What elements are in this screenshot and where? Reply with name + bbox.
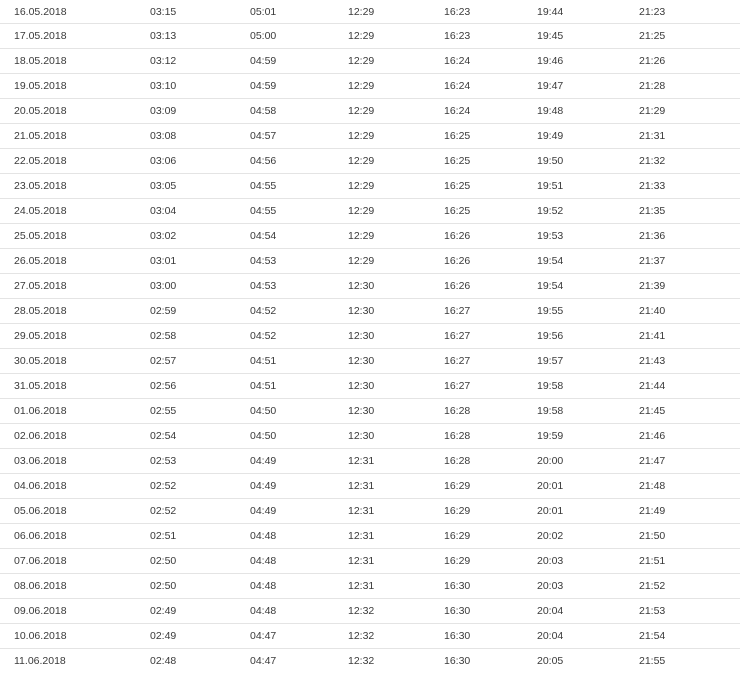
time-cell-4: 16:26 xyxy=(444,249,537,274)
date-cell: 19.05.2018 xyxy=(0,74,150,99)
time-cell-6: 21:29 xyxy=(639,99,740,124)
time-cell-2: 04:47 xyxy=(250,655,277,667)
table-row xyxy=(0,649,740,674)
time-cell-6: 21:52 xyxy=(639,574,740,599)
time-cell-1: 02:54 xyxy=(150,424,250,449)
time-cell-6: 21:44 xyxy=(639,374,740,399)
time-cell-3: 12:30 xyxy=(348,424,444,449)
time-cell-5: 20:03 xyxy=(537,549,639,574)
table-row xyxy=(0,174,740,199)
time-cell-6: 21:31 xyxy=(639,124,740,149)
time-cell-4: 16:25 xyxy=(444,124,537,149)
table-row xyxy=(0,474,740,499)
time-cell-1: 03:04 xyxy=(150,199,250,224)
table-row xyxy=(0,149,740,174)
time-cell-3: 12:30 xyxy=(348,399,444,424)
time-cell-2: 04:55 xyxy=(250,174,348,199)
time-cell-2: 04:55 xyxy=(250,199,348,224)
table-row xyxy=(0,274,740,299)
time-cell-3: 12:31 xyxy=(348,549,444,574)
time-cell-1: 03:00 xyxy=(150,274,250,299)
time-cell-1: 03:05 xyxy=(150,174,250,199)
time-cell-3: 12:29 xyxy=(348,99,444,124)
time-cell-1: 03:09 xyxy=(150,99,250,124)
time-cell-4: 16:25 xyxy=(444,149,537,174)
time-cell-3: 12:30 xyxy=(348,324,444,349)
time-cell-2: 04:50 xyxy=(250,424,348,449)
time-cell-2: 04:49 xyxy=(250,449,348,474)
time-cell-4: 16:25 xyxy=(444,199,537,224)
time-cell-2: 04:48 xyxy=(250,574,348,599)
time-cell-5: 19:55 xyxy=(537,299,639,324)
time-cell-1: 02:57 xyxy=(150,349,250,374)
time-cell-1: 02:51 xyxy=(150,524,250,549)
time-cell-2: 04:53 xyxy=(250,274,348,299)
time-cell-3: 12:30 xyxy=(348,374,444,399)
table-row xyxy=(0,349,740,374)
table-row xyxy=(0,599,740,624)
time-cell-6: 21:40 xyxy=(639,299,740,324)
date-cell: 26.05.2018 xyxy=(0,249,150,274)
time-cell-2: 04:49 xyxy=(250,474,348,499)
time-cell-4: 16:24 xyxy=(444,99,537,124)
time-cell-2: 04:54 xyxy=(250,224,348,249)
time-cell-6: 21:55 xyxy=(639,655,666,667)
table-row xyxy=(0,449,740,474)
time-cell-4: 16:29 xyxy=(444,524,537,549)
time-cell-6: 21:54 xyxy=(639,624,740,649)
time-cell-3: 12:31 xyxy=(348,449,444,474)
time-cell-5: 19:48 xyxy=(537,99,639,124)
date-cell: 18.05.2018 xyxy=(0,49,150,74)
table-row xyxy=(0,499,740,524)
time-cell-4: 16:26 xyxy=(444,274,537,299)
table-row xyxy=(0,224,740,249)
time-cell-3: 12:31 xyxy=(348,574,444,599)
time-cell-4: 16:23 xyxy=(444,0,537,24)
time-cell-5: 19:49 xyxy=(537,124,639,149)
date-cell: 10.06.2018 xyxy=(0,624,150,649)
table-row xyxy=(0,399,740,424)
time-cell-6: 21:25 xyxy=(639,24,740,49)
time-cell-6: 21:28 xyxy=(639,74,740,99)
date-cell: 31.05.2018 xyxy=(0,374,150,399)
time-cell-6: 21:39 xyxy=(639,274,740,299)
date-cell: 17.05.2018 xyxy=(0,24,150,49)
time-cell-3: 12:31 xyxy=(348,474,444,499)
time-cell-2: 04:51 xyxy=(250,349,348,374)
time-cell-1: 02:50 xyxy=(150,574,250,599)
time-cell-2: 04:52 xyxy=(250,324,348,349)
time-cell-4: 16:27 xyxy=(444,324,537,349)
time-cell-5: 19:57 xyxy=(537,349,639,374)
time-cell-3: 12:30 xyxy=(348,349,444,374)
time-cell-5: 19:58 xyxy=(537,374,639,399)
time-cell-4: 16:25 xyxy=(444,174,537,199)
time-cell-3: 12:31 xyxy=(348,499,444,524)
time-cell-3: 12:29 xyxy=(348,124,444,149)
time-cell-6: 21:51 xyxy=(639,549,740,574)
time-cell-5: 19:54 xyxy=(537,249,639,274)
date-cell: 30.05.2018 xyxy=(0,349,150,374)
time-cell-3: 12:29 xyxy=(348,149,444,174)
date-cell: 22.05.2018 xyxy=(0,149,150,174)
time-cell-3: 12:32 xyxy=(348,599,444,624)
time-cell-6: 21:37 xyxy=(639,249,740,274)
time-cell-1: 02:56 xyxy=(150,374,250,399)
time-cell-6: 21:45 xyxy=(639,399,740,424)
time-cell-1: 03:15 xyxy=(150,0,250,24)
time-cell-1: 02:55 xyxy=(150,399,250,424)
time-cell-4: 16:27 xyxy=(444,374,537,399)
date-cell: 24.05.2018 xyxy=(0,199,150,224)
time-cell-6: 21:41 xyxy=(639,324,740,349)
date-cell: 27.05.2018 xyxy=(0,274,150,299)
time-cell-1: 02:52 xyxy=(150,474,250,499)
time-cell-5: 20:02 xyxy=(537,524,639,549)
date-cell: 16.05.2018 xyxy=(0,0,150,24)
time-cell-1: 02:52 xyxy=(150,499,250,524)
time-cell-5: 19:45 xyxy=(537,24,639,49)
time-cell-4: 16:29 xyxy=(444,499,537,524)
time-cell-6: 21:46 xyxy=(639,424,740,449)
time-cell-5: 19:44 xyxy=(537,0,639,24)
time-cell-6: 21:35 xyxy=(639,199,740,224)
table-row xyxy=(0,124,740,149)
table-row xyxy=(0,324,740,349)
time-cell-5: 19:56 xyxy=(537,324,639,349)
time-cell-6: 21:32 xyxy=(639,149,740,174)
time-cell-4: 16:29 xyxy=(444,549,537,574)
time-cell-3: 12:29 xyxy=(348,174,444,199)
time-cell-6: 21:48 xyxy=(639,474,740,499)
time-cell-6: 21:47 xyxy=(639,449,740,474)
time-cell-6: 21:23 xyxy=(639,0,740,24)
time-cell-1: 02:50 xyxy=(150,549,250,574)
time-cell-2: 05:01 xyxy=(250,0,348,24)
time-cell-3: 12:30 xyxy=(348,274,444,299)
table-row xyxy=(0,24,740,49)
time-cell-3: 12:29 xyxy=(348,74,444,99)
table-row xyxy=(0,549,740,574)
time-cell-1: 02:49 xyxy=(150,624,250,649)
time-cell-3: 12:30 xyxy=(348,299,444,324)
date-cell: 23.05.2018 xyxy=(0,174,150,199)
time-cell-2: 04:51 xyxy=(250,374,348,399)
table-row xyxy=(0,249,740,274)
date-cell: 21.05.2018 xyxy=(0,124,150,149)
time-cell-5: 20:00 xyxy=(537,449,639,474)
time-cell-2: 05:00 xyxy=(250,24,348,49)
time-cell-2: 04:48 xyxy=(250,599,348,624)
time-cell-5: 20:05 xyxy=(537,655,564,667)
table-row xyxy=(0,374,740,399)
time-cell-5: 19:46 xyxy=(537,49,639,74)
time-cell-1: 03:10 xyxy=(150,74,250,99)
time-cell-4: 16:28 xyxy=(444,449,537,474)
time-cell-1: 03:02 xyxy=(150,224,250,249)
time-cell-1: 03:13 xyxy=(150,24,250,49)
table-row xyxy=(0,524,740,549)
time-cell-1: 02:49 xyxy=(150,599,250,624)
time-cell-2: 04:57 xyxy=(250,124,348,149)
time-cell-4: 16:27 xyxy=(444,299,537,324)
time-cell-3: 12:29 xyxy=(348,0,444,24)
time-cell-4: 16:24 xyxy=(444,74,537,99)
time-cell-4: 16:30 xyxy=(444,599,537,624)
date-cell: 25.05.2018 xyxy=(0,224,150,249)
time-cell-2: 04:52 xyxy=(250,299,348,324)
time-cell-6: 21:53 xyxy=(639,599,740,624)
date-cell: 03.06.2018 xyxy=(0,449,150,474)
date-cell: 08.06.2018 xyxy=(0,574,150,599)
table-row xyxy=(0,99,740,124)
time-cell-6: 21:26 xyxy=(639,49,740,74)
date-cell: 01.06.2018 xyxy=(0,399,150,424)
time-cell-4: 16:23 xyxy=(444,24,537,49)
time-cell-4: 16:30 xyxy=(444,574,537,599)
table-row xyxy=(0,0,740,24)
time-cell-1: 02:48 xyxy=(150,655,177,667)
table-row xyxy=(0,574,740,599)
time-cell-2: 04:50 xyxy=(250,399,348,424)
time-cell-4: 16:28 xyxy=(444,399,537,424)
time-cell-3: 12:32 xyxy=(348,655,375,667)
time-cell-5: 20:04 xyxy=(537,624,639,649)
time-cell-5: 20:01 xyxy=(537,499,639,524)
time-cell-4: 16:30 xyxy=(444,624,537,649)
time-cell-3: 12:29 xyxy=(348,249,444,274)
date-cell: 11.06.2018 xyxy=(14,655,66,667)
time-cell-5: 19:58 xyxy=(537,399,639,424)
time-cell-1: 03:08 xyxy=(150,124,250,149)
time-cell-2: 04:49 xyxy=(250,499,348,524)
time-cell-5: 20:01 xyxy=(537,474,639,499)
table-row xyxy=(0,299,740,324)
time-cell-2: 04:59 xyxy=(250,74,348,99)
time-cell-3: 12:29 xyxy=(348,199,444,224)
time-cell-1: 03:01 xyxy=(150,249,250,274)
date-cell: 02.06.2018 xyxy=(0,424,150,449)
date-cell: 06.06.2018 xyxy=(0,524,150,549)
table-row xyxy=(0,624,740,649)
time-cell-2: 04:58 xyxy=(250,99,348,124)
time-cell-2: 04:47 xyxy=(250,624,348,649)
time-cell-4: 16:29 xyxy=(444,474,537,499)
time-cell-1: 02:53 xyxy=(150,449,250,474)
time-cell-5: 19:50 xyxy=(537,149,639,174)
time-cell-2: 04:48 xyxy=(250,524,348,549)
time-cell-5: 20:03 xyxy=(537,574,639,599)
time-cell-5: 19:53 xyxy=(537,224,639,249)
time-cell-5: 19:51 xyxy=(537,174,639,199)
time-cell-4: 16:30 xyxy=(444,655,471,667)
time-cell-3: 12:32 xyxy=(348,624,444,649)
time-cell-6: 21:33 xyxy=(639,174,740,199)
time-cell-5: 19:54 xyxy=(537,274,639,299)
time-cell-5: 20:04 xyxy=(537,599,639,624)
time-cell-5: 19:59 xyxy=(537,424,639,449)
time-cell-2: 04:53 xyxy=(250,249,348,274)
table-row xyxy=(0,74,740,99)
table-row xyxy=(0,199,740,224)
time-cell-1: 02:59 xyxy=(150,299,250,324)
date-cell: 20.05.2018 xyxy=(0,99,150,124)
time-cell-6: 21:49 xyxy=(639,499,740,524)
time-cell-3: 12:29 xyxy=(348,224,444,249)
date-cell: 05.06.2018 xyxy=(0,499,150,524)
time-cell-4: 16:26 xyxy=(444,224,537,249)
time-cell-2: 04:59 xyxy=(250,49,348,74)
date-cell: 28.05.2018 xyxy=(0,299,150,324)
time-cell-4: 16:27 xyxy=(444,349,537,374)
time-cell-3: 12:31 xyxy=(348,524,444,549)
time-cell-4: 16:24 xyxy=(444,49,537,74)
time-cell-2: 04:56 xyxy=(250,149,348,174)
time-cell-5: 19:47 xyxy=(537,74,639,99)
time-cell-1: 02:58 xyxy=(150,324,250,349)
time-cell-6: 21:36 xyxy=(639,224,740,249)
date-cell: 07.06.2018 xyxy=(0,549,150,574)
time-cell-3: 12:29 xyxy=(348,49,444,74)
time-cell-1: 03:12 xyxy=(150,49,250,74)
time-cell-3: 12:29 xyxy=(348,24,444,49)
time-cell-6: 21:50 xyxy=(639,524,740,549)
time-cell-1: 03:06 xyxy=(150,149,250,174)
time-cell-5: 19:52 xyxy=(537,199,639,224)
table-row xyxy=(0,49,740,74)
date-cell: 09.06.2018 xyxy=(0,599,150,624)
time-cell-2: 04:48 xyxy=(250,549,348,574)
date-cell: 29.05.2018 xyxy=(0,324,150,349)
time-cell-6: 21:43 xyxy=(639,349,740,374)
table-row xyxy=(0,424,740,449)
date-cell: 04.06.2018 xyxy=(0,474,150,499)
time-cell-4: 16:28 xyxy=(444,424,537,449)
